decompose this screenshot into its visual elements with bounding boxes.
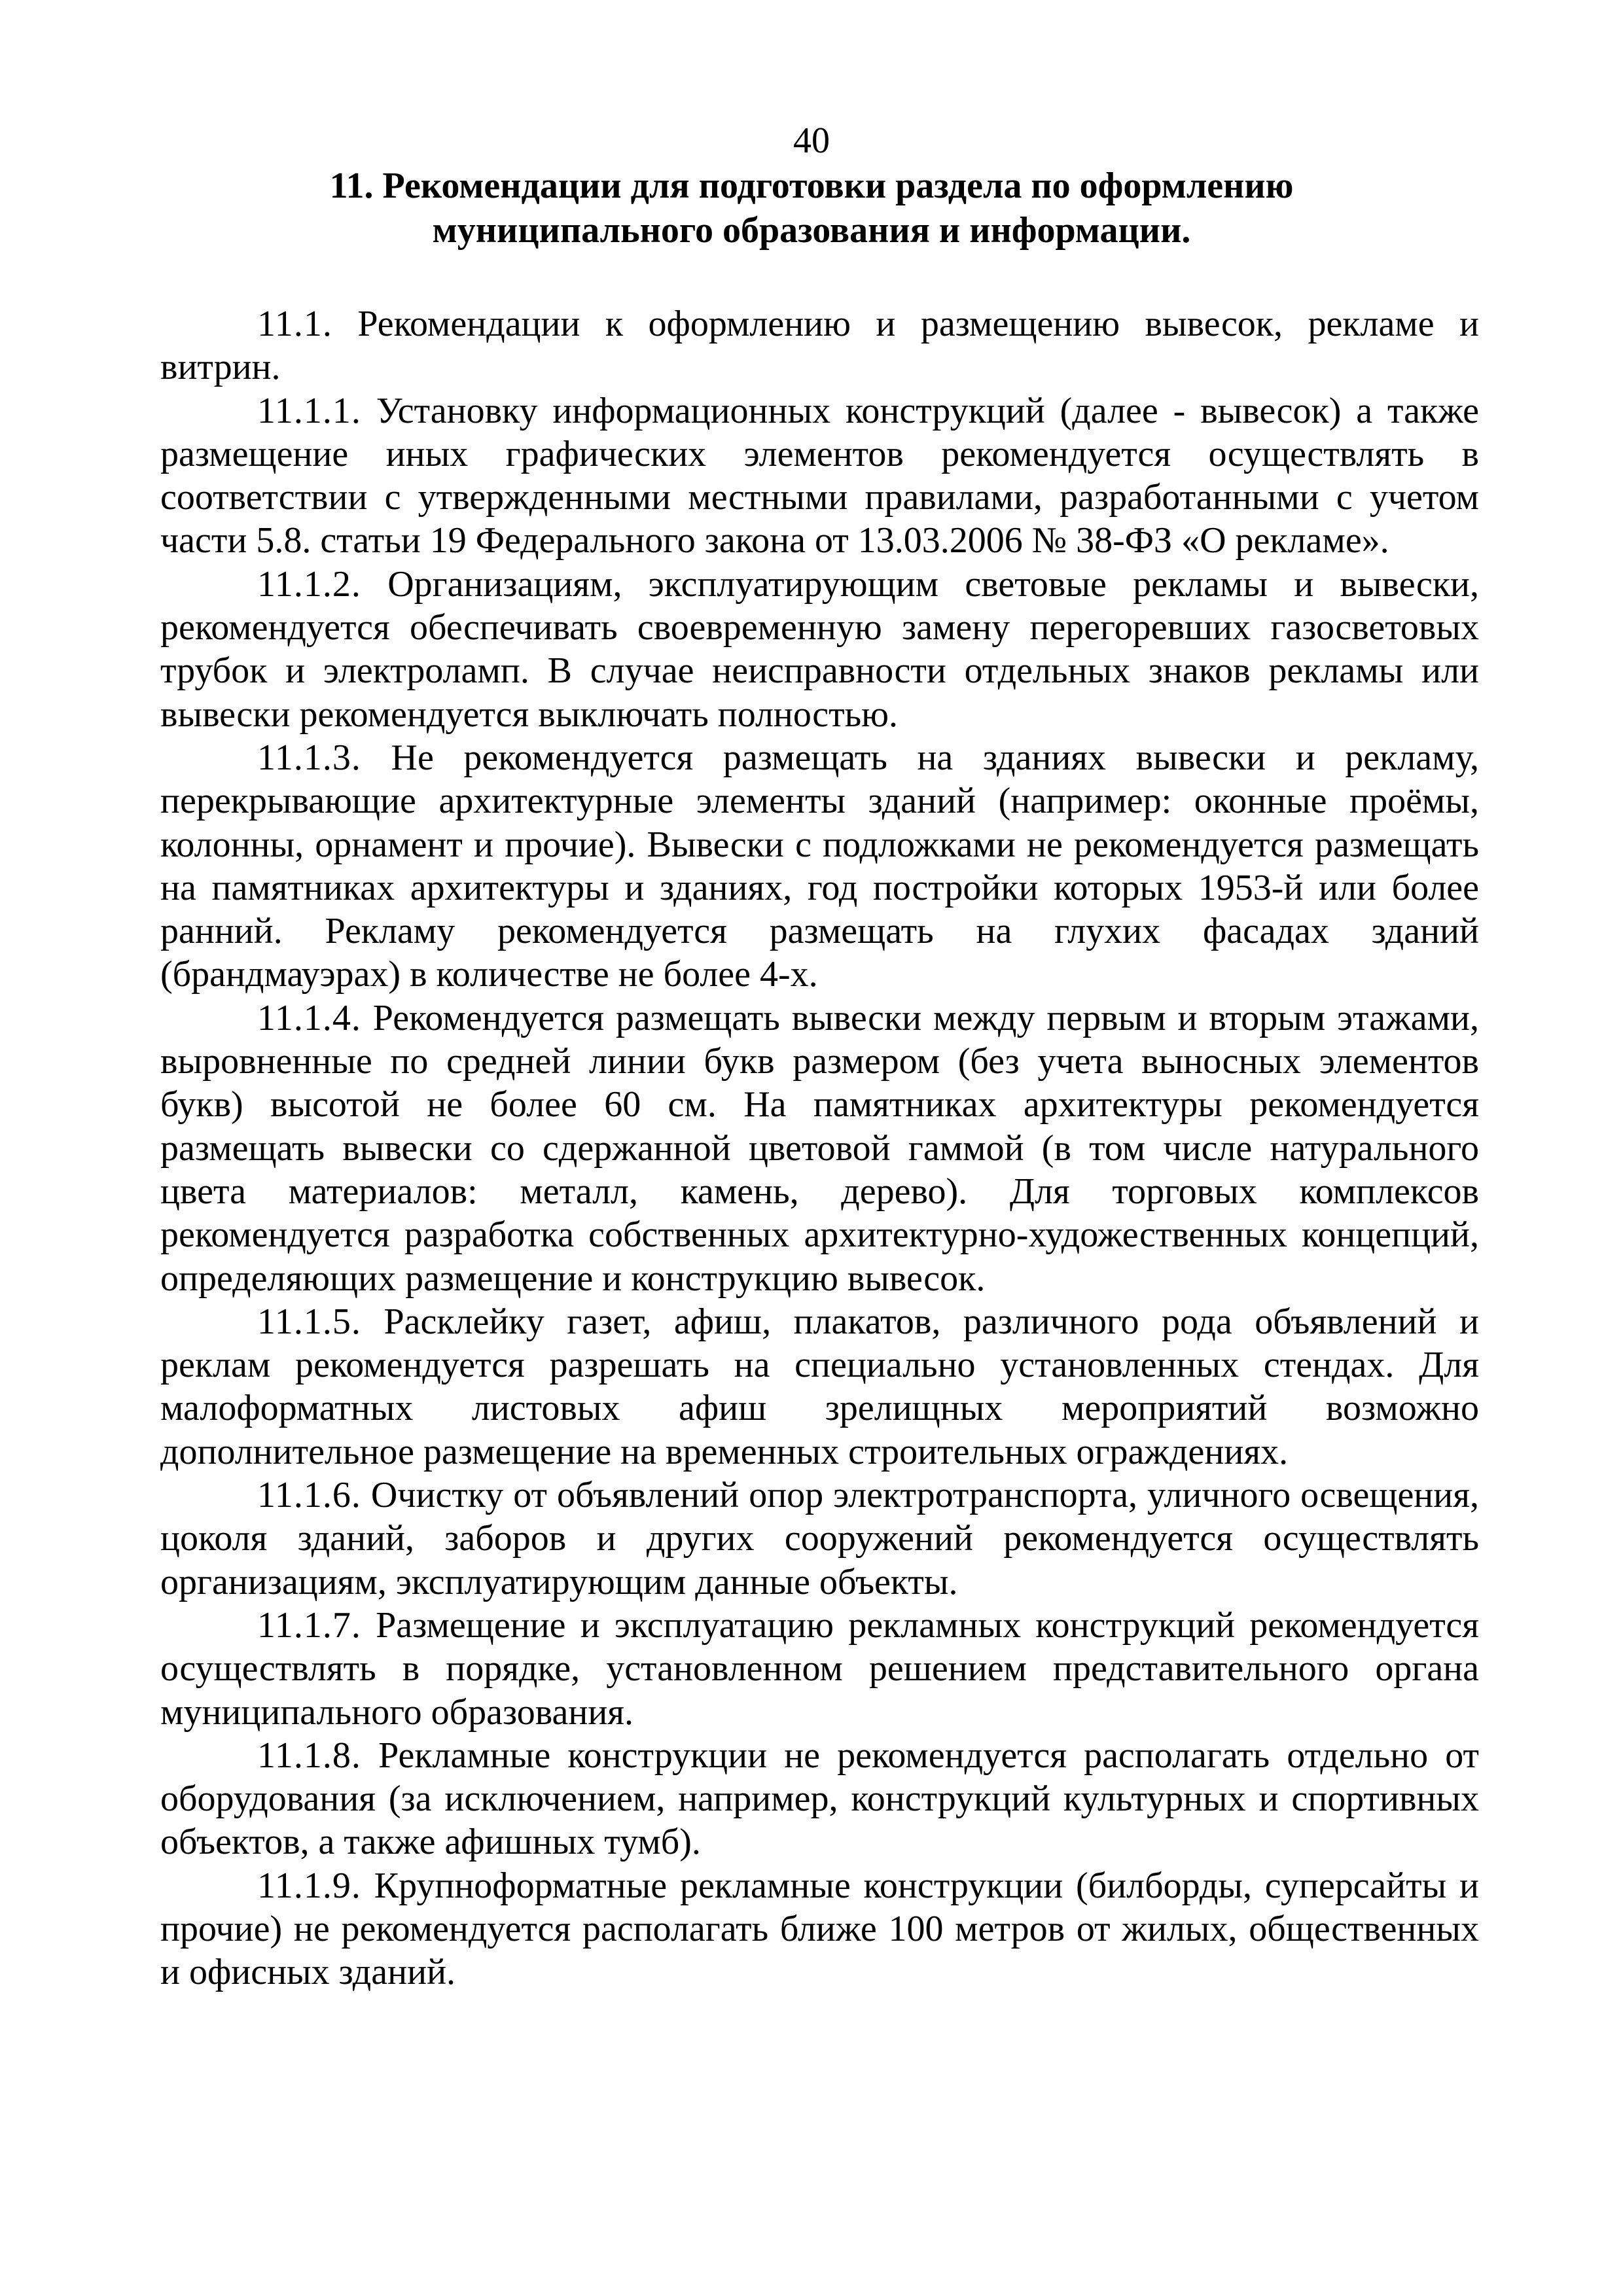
paragraph-number: 11.1.5. [257,1301,361,1342]
paragraph-text: Очистку от объявлений опор электротранспорта, уличного освещения, цоколя зданий, заборов и других сооружений рекомендуется осуществлять организациям, эксплуатирующим данные объекты. [160,1475,1479,1602]
paragraph-text: Размещение и эксплуатацию рекламных конструкций рекомендуется осуществлять в порядке, установленном решением представительного органа муниципального образования. [160,1604,1480,1733]
paragraph-number: 11.1.4. [257,997,361,1038]
paragraph-text: Рекомендации к оформлению и размещению вывесок, рекламе и витрин. [160,304,1480,388]
section-heading-line-2: муниципального образования и информации. [432,210,1191,251]
paragraph-11-1-4 [160,997,1479,1300]
paragraph-11-1-7 [160,1604,1479,1734]
paragraph-11-1-1 [160,389,1479,563]
paragraph-11-1-6 [160,1474,1479,1604]
paragraph-number: 11.1.9. [257,1865,361,1906]
paragraph-text: Не рекомендуется размещать на зданиях вывески и рекламу, перекрывающие архитектурные элементы зданий (например: оконные проёмы, колонны, орнамент и прочие). Вывески с подложками не рекомендуется размещать на памятниках архитектуры и зданиях, год постройки которых 1953-й или более ранний. Рекламу рекомендуется размещать на глухих фасадах зданий (брандмауэрах) в количестве не более 4-х. [160,737,1479,995]
paragraph-11-1-8 [160,1734,1479,1864]
paragraph-text: Установку информационных конструкций (далее - вывесок) а также размещение иных графических элементов рекомендуется осуществлять в соответствии с утвержденными местными правилами, разработанными с учетом части 5.8. статьи 19 Федерального закона от 13.03.2006 № 38-ФЗ «О рекламе». [160,390,1480,561]
paragraph-number: 11.1.7. [257,1604,361,1646]
paragraph-text: Рекомендуется размещать вывески между первым и вторым этажами, выровненные по средней линии букв размером (без учета выносных элементов букв) высотой не более 60 см. На памятниках архитектуры рекомендуется размещать вывески со сдержанной цветовой гаммой (в том числе натурального цвета материалов: металл, камень, дерево). Для торговых комплексов рекомендуется разработка собственных архитектурно-художественных концепций, определяющих размещение и конструкцию вывесок. [160,997,1480,1299]
paragraph-text: Организациям, эксплуатирующим световые рекламы и вывески, рекомендуется обеспечивать своевременную замену перегоревших газосветовых трубок и электроламп. В случае неисправности отдельных знаков рекламы или вывески рекомендуется выключать полностью. [160,563,1480,735]
paragraph-number: 11.1.8. [257,1735,361,1776]
paragraph-text: Крупноформатные рекламные конструкции (билборды, суперсайты и прочие) не рекомендуется располагать ближе 100 метров от жилых, общественных и офисных зданий. [160,1865,1480,1993]
paragraph-number: 11.1.2. [257,563,361,605]
paragraph-11-1-2 [160,563,1479,736]
paragraph-number: 11.1.3. [257,737,361,778]
paragraph-number: 11.1.1. [257,390,361,431]
paragraph-text: Расклейку газет, афиш, плакатов, различного рода объявлений и реклам рекомендуется разрешать на специально установленных стендах. Для малоформатных листовых афиш зрелищных мероприятий возможно дополнительное размещение на временных строительных ограждениях. [160,1301,1480,1472]
paragraph-11-1 [160,302,1479,389]
section-body [160,302,1479,1994]
paragraph-text: Рекламные конструкции не рекомендуется располагать отдельно от оборудования (за исключением, например, конструкций культурных и спортивных объектов, а также афишных тумб). [160,1735,1480,1863]
paragraph-11-1-3 [160,736,1479,997]
page-number: 40 [793,120,830,161]
paragraph-11-1-9 [160,1864,1479,1994]
section-heading-line-1: 11. Рекомендации для подготовки раздела по оформлению [329,166,1294,206]
section-heading [196,164,1427,253]
paragraph-number: 11.1.6. [257,1475,361,1516]
paragraph-number: 11.1. [257,304,332,344]
paragraph-11-1-5 [160,1300,1479,1474]
